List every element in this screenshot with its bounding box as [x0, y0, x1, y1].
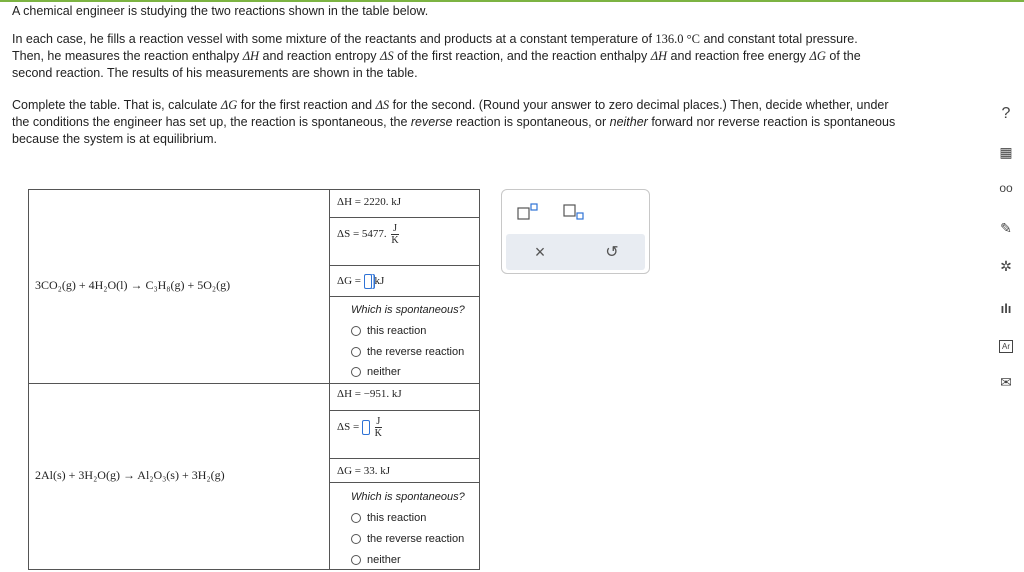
- reaction2-dG: ΔG = 33. kJ: [337, 465, 391, 477]
- glasses-button[interactable]: [988, 174, 1024, 202]
- subscript-button[interactable]: [560, 200, 588, 224]
- notes-button[interactable]: [988, 214, 1024, 242]
- undo-icon: ↺: [605, 244, 619, 261]
- reaction1-option-this[interactable]: this reaction: [351, 325, 426, 337]
- radio-button[interactable]: [351, 367, 361, 377]
- radio-button[interactable]: [351, 513, 361, 523]
- bar-chart-icon: ılı: [1000, 300, 1012, 316]
- tool-actions-bar: [506, 234, 645, 270]
- top-accent-bar: [0, 0, 1024, 2]
- reference-button[interactable]: [988, 332, 1024, 360]
- answer-tools-panel: [501, 189, 650, 274]
- column-divider: [329, 190, 330, 569]
- clear-button[interactable]: [526, 238, 554, 266]
- reaction1-option-neither[interactable]: neither: [351, 366, 401, 378]
- reaction1-equation: 3CO₂(g) + 4H₂O(l) → C₃H₈(g) + 5O₂(g): [35, 278, 231, 292]
- element-icon: Ar: [999, 340, 1013, 353]
- reaction2-dS: ΔS = $\frac{J}{K}$: [337, 416, 382, 439]
- reaction1-dG-input[interactable]: [364, 274, 372, 289]
- reaction2-option-this[interactable]: this reaction: [351, 512, 426, 524]
- reaction1-option-reverse[interactable]: the reverse reaction: [351, 346, 464, 358]
- periodic-table-button[interactable]: [988, 252, 1024, 280]
- row-divider: [29, 383, 479, 384]
- close-icon: ×: [534, 241, 546, 262]
- reaction2-dH: ΔH = −951. kJ: [337, 388, 402, 400]
- help-button[interactable]: [988, 100, 1024, 128]
- reaction2-option-reverse[interactable]: the reverse reaction: [351, 533, 464, 545]
- instructions-paragraph: Complete the table. That is, calculate ΔG for the first reaction and ΔS for the second. (Round your answer to zero decimal places.) Then, decide whether, under the conditions the engineer has set up, the reaction is spontaneous, the reverse reaction is spontaneous, or neither forward nor reverse reaction is spontaneous because the system is at equilibrium.: [12, 98, 896, 146]
- reaction2-question: Which is spontaneous?: [351, 491, 465, 503]
- radio-button[interactable]: [351, 326, 361, 336]
- radio-button[interactable]: [351, 347, 361, 357]
- superscript-button[interactable]: [514, 200, 542, 224]
- subscript-icon: [562, 203, 586, 221]
- reaction2-option-neither[interactable]: neither: [351, 554, 401, 566]
- reaction2-equation: 2Al(s) + 3H₂O(g) → Al₂O₃(s) + 3H₂(g): [35, 468, 225, 482]
- superscript-icon: [516, 203, 540, 221]
- reaction1-dH: ΔH = 2220. kJ: [337, 196, 402, 208]
- undo-button[interactable]: [598, 238, 626, 266]
- calculator-icon: ▦: [999, 143, 1013, 160]
- help-icon: ?: [1001, 105, 1011, 122]
- radio-button[interactable]: [351, 555, 361, 565]
- reaction1-dG: ΔG = kJ: [337, 275, 385, 288]
- glasses-icon: oo: [999, 181, 1013, 195]
- mail-button[interactable]: [988, 368, 1024, 396]
- reaction2-dS-input[interactable]: [362, 420, 370, 435]
- intro-paragraph: In each case, he fills a reaction vessel with some mixture of the reactants and products at a constant temperature of 136.0 °C and constant total pressure. Then, he measures the reaction enthalpy ΔH and reaction entropy ΔS of the first reaction, and the reaction enthalpy ΔH and reaction free energy ΔG of the second reaction. The results of his measurements are shown in the table.: [12, 32, 861, 80]
- intro-line: A chemical engineer is studying the two reactions shown in the table below.: [12, 4, 429, 18]
- data-button[interactable]: [988, 294, 1024, 322]
- reaction1-dS: ΔS = 5477. $\frac{J}{K}$: [337, 223, 399, 246]
- reaction1-question: Which is spontaneous?: [351, 304, 465, 316]
- notes-icon: ✎: [1000, 219, 1012, 236]
- calculator-button[interactable]: [988, 138, 1024, 166]
- radio-button[interactable]: [351, 534, 361, 544]
- atom-icon: ✲: [1000, 257, 1012, 274]
- mail-icon: ✉: [1000, 373, 1012, 390]
- reaction-table: [28, 189, 480, 570]
